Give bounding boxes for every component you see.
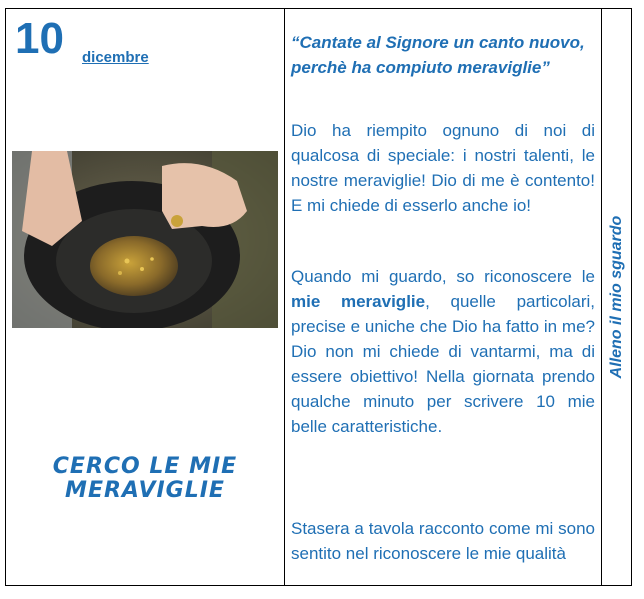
activity-title [6, 455, 284, 503]
month-label: dicembre [82, 49, 149, 66]
paragraph-reflection [291, 265, 595, 440]
gold-pan-illustration [12, 151, 278, 328]
paragraph-reflection-end: , quelle particolari, precise e uniche che Dio ha fatto in me? Dio non mi chiede di vantarmi, ma di essere obiettivo! Nella giornata prendo qualche minuto per scrivere 10 mie belle caratteristiche. [291, 291, 595, 436]
middle-column [285, 9, 602, 585]
side-label: Alleno il mio sguardo [607, 215, 625, 379]
paragraph-evening: Stasera a tavola racconto come mi sono sentito nel riconoscere le mie qualità [291, 519, 595, 563]
paragraph-reflection-highlight: mie meraviglie [291, 291, 426, 311]
psalm-quote [291, 31, 595, 80]
quote-line2: perchè ha compiuto meraviglie” [291, 57, 550, 77]
left-column [6, 9, 285, 585]
day-number: 10 [15, 14, 64, 63]
right-column [602, 9, 631, 585]
activity-title-line2: MERAVIGLIE [65, 478, 225, 504]
quote-line1: “Cantate al Signore un canto nuovo, [291, 33, 585, 52]
paragraph-reflection-start: Quando mi guardo, so riconoscere le [291, 267, 595, 286]
activity-title-line1: CERCO LE MIE [52, 454, 238, 479]
daily-card [5, 8, 632, 586]
gold-panning-photo [12, 151, 278, 328]
paragraph-talents: Dio ha riempito ognuno di noi di qualcosa di speciale: i nostri talenti, le nostre meraviglie! Dio di me è contento! E mi chiede di esserlo anche io! [291, 121, 595, 215]
